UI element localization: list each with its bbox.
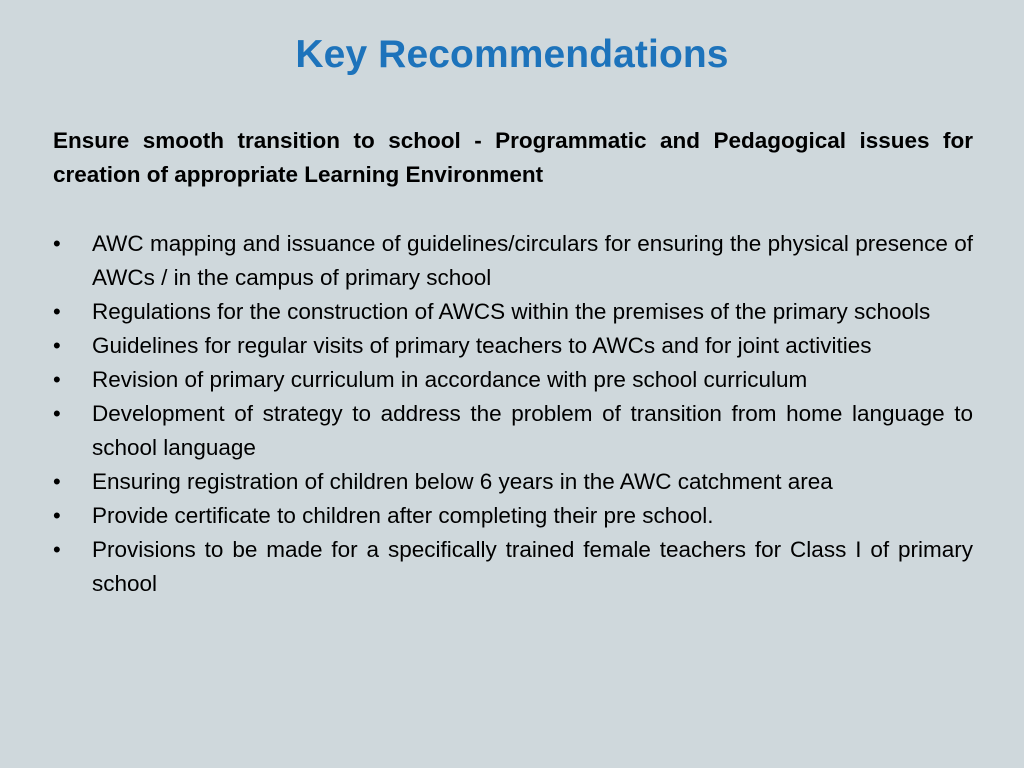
list-item xyxy=(53,465,973,499)
slide-subtitle: Ensure smooth transition to school - Programmatic and Pedagogical issues for creation of appropriate Learning Environment xyxy=(53,128,973,187)
bullet-icon: • xyxy=(53,537,61,562)
list-item-text: Revision of primary curriculum in accordance with pre school curriculum xyxy=(92,367,808,392)
list-item-text: Guidelines for regular visits of primary teachers to AWCs and for joint activities xyxy=(92,333,872,358)
list-item-text: Regulations for the construction of AWCS within the premises of the primary schools xyxy=(92,299,931,324)
list-item-text: Development of strategy to address the problem of transition from home language to school language xyxy=(92,401,973,460)
list-item xyxy=(53,329,973,363)
list-item-text: Ensuring registration of children below 6 years in the AWC catchment area xyxy=(92,469,833,494)
list-item xyxy=(53,397,973,465)
slide-title: Key Recommendations xyxy=(295,33,729,76)
recommendations-list xyxy=(53,227,973,601)
list-item-text: Provide certificate to children after completing their pre school. xyxy=(92,503,714,528)
list-item-text: Provisions to be made for a specifically trained female teachers for Class I of primary school xyxy=(92,537,973,596)
list-item xyxy=(53,227,973,295)
list-item xyxy=(53,533,973,601)
list-item-text: AWC mapping and issuance of guidelines/circulars for ensuring the physical presence of AWCs / in the campus of primary school xyxy=(92,231,973,290)
bullet-icon: • xyxy=(53,231,61,256)
list-item xyxy=(53,499,973,533)
bullet-icon: • xyxy=(53,503,61,528)
bullet-icon: • xyxy=(53,333,61,358)
list-item xyxy=(53,295,973,329)
list-item xyxy=(53,363,973,397)
bullet-icon: • xyxy=(53,299,61,324)
bullet-icon: • xyxy=(53,401,61,426)
bullet-icon: • xyxy=(53,367,61,392)
bullet-icon: • xyxy=(53,469,61,494)
